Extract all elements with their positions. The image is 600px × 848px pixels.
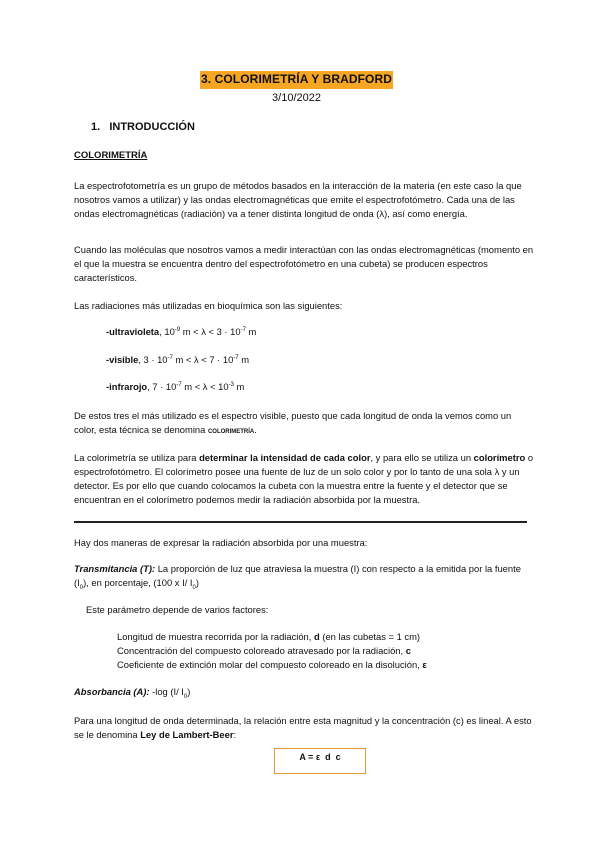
subsection-heading: COLORIMETRÍA [74,150,148,161]
paragraph-colorimetry: La colorimetría se utiliza para determinar la intensidad de cada color, y para ello se utiliza un colorímetro o espectrofotómetro. El colorímetro posee una fuente de luz de un solo color y por lo tanto de una sola λ y un detector. Es por ello que cuando colocamos la cubeta con la muestra entre la fuente y el detector que se encuentran en el colorímetro podemos medir la radiación absorbida por la muestra. [74,452,534,505]
parameter-intro: Este parámetro depende de varios factores: [86,604,269,615]
paragraph-visible: De estos tres el más utilizado es el espectro visible, puesto que cada longitud de onda la vemos como un color, esta técnica se denomina colorimetría. [74,410,512,435]
factor-item: Coeficiente de extinción molar del compuesto coloreado en la disolución, ε [117,659,427,670]
paragraph-molecules: Cuando las moléculas que nosotros vamos a medir interactúan con las ondas electromagnéticas (momento en el que la muestra se encuentra dentro del espectrofotómetro en una cubeta) se producen espectros característicos. [74,244,534,283]
paragraph-two-ways: Hay dos maneras de expresar la radiación absorbida por una muestra: [74,537,368,548]
paragraph-radiations: Las radiaciones más utilizadas en bioquímica son las siguientes: [74,300,343,311]
paragraph-intro: La espectrofotometría es un grupo de métodos basados en la interacción de la materia (en este caso la que nosotros vamos a utilizar) y las ondas electromagnéticas que emite el espectrofotómetro. Cada una de las ondas electromagnéticas (radiación) va a tener distinta longitud de onda (λ), así como energía. [74,180,522,219]
paragraph-lambert-beer: Para una longitud de onda determinada, la relación entre esta magnitud y la concentración (c) es lineal. A esto se le denomina Ley de Lambert-Beer: [74,715,532,740]
radiation-item: -ultravioleta, $10^{-9}$ $m < \lambda < 3 \cdot 10^{-7}$ m [106,326,257,337]
radiation-item: -visible, $3 \cdot 10^{-7}$ $m < \lambda < 7 \cdot 10^{-7}$ m [106,354,250,365]
page-title: 3. COLORIMETRÍA Y BRADFORD [200,72,393,86]
radiation-item: -infrarojo, $7 \cdot 10^{-7}$ $m < \lambda < 10^{-3}$ m [106,381,245,392]
absorbance-definition: Absorbancia (A): -log (I/ $I_0$) [74,686,191,700]
divider [74,521,527,523]
transmitance-definition: Transmitancia (T): La proporción de luz que atraviesa la muestra (I) con respecto a la emitida por la fuente $(I_0)$, en porcentaje, (100 x I/ $I_0$) [74,563,521,591]
factor-item: Longitud de muestra recorrida por la radiación, d (en las cubetas = 1 cm) [117,631,421,642]
section-heading: 1. INTRODUCCIÓN [91,121,195,133]
document-date: 3/10/2022 [272,92,321,104]
lambert-beer-formula: A = ε d c [299,752,341,762]
factor-item: Concentración del compuesto coloreado atravesado por la radiación, c [117,645,411,656]
